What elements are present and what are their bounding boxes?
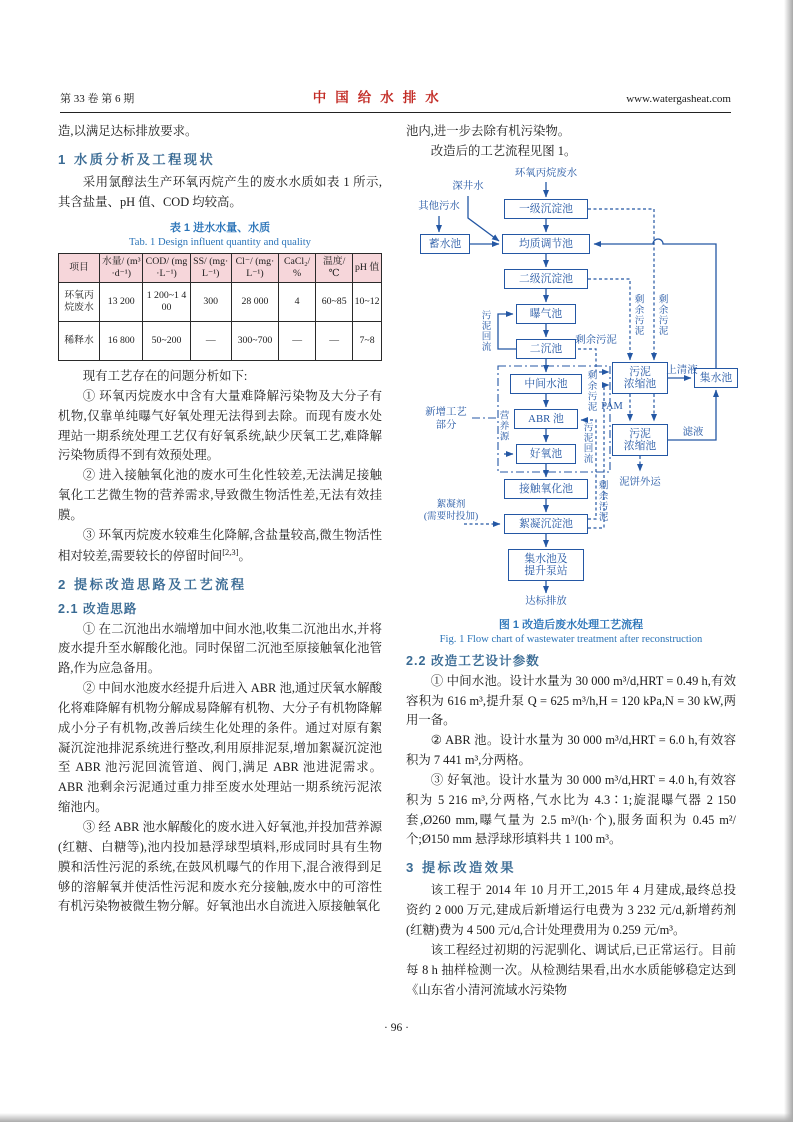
table-cell: 稀释水 (59, 322, 100, 361)
paragraph: 池内,进一步去除有机污染物。 (406, 124, 571, 138)
table-cell: 50~200 (143, 322, 190, 361)
flowchart-node-secondary-sedimentation (504, 269, 588, 289)
flowchart-node-contact-oxidation (504, 479, 588, 499)
node-label: 曝气池 (529, 307, 563, 320)
paragraph: ② 进入接触氧化池的废水可生化性较差,无法满足接触氧化工艺微生物的营养需求,导致微生物活性差,无法有效挂膜。 (58, 468, 382, 522)
paragraph: 该工程于 2014 年 10 月开工,2015 年 4 月建成,最终总投资约 2 000 万元,建成后新增运行电费为 3 232 元/d,新增药剂(红糖)费为 4 500 元/d,合计处理费用为 0.259 元/m³。 (406, 883, 736, 937)
table-header-cell: 项目 (59, 253, 100, 282)
paragraph: 改造后的工艺流程见图 1。 (430, 143, 577, 158)
label-line: 新增工艺 (425, 406, 467, 418)
node-label: ABR 池 (528, 412, 564, 425)
flowchart-label-filtrate: 滤液 (682, 426, 704, 438)
flowchart-label-excess-sludge-new-lower: 剩余污泥 (596, 479, 608, 523)
label-line: 部分 (435, 419, 457, 431)
process-flowchart (406, 166, 736, 610)
page-edge-shadow-bottom (0, 1113, 793, 1122)
flowchart-label-deep-well: 深井水 (452, 180, 484, 192)
flowchart-node-intermediate-tank (510, 374, 582, 394)
flowchart-node-abr-tank (514, 409, 578, 429)
table-header-cell: SS/ (mg·L⁻¹) (190, 253, 231, 282)
table-row (59, 283, 382, 322)
table-header-cell: 水量/ (m³·d⁻¹) (100, 253, 143, 282)
flowchart-node-equalization-tank (502, 234, 590, 254)
table-cell: 300 (190, 283, 231, 322)
node-label: 中间水池 (524, 377, 568, 390)
node-label: 一级沉淀池 (519, 202, 573, 215)
node-label: 二沉池 (529, 342, 563, 355)
table-cell: 300~700 (231, 322, 278, 361)
node-label: 絮凝沉淀池 (519, 517, 573, 530)
paragraph: ① 在二沉池出水端增加中间水池,收集二沉池出水,并将废水提升至水解酸化池。同时保留二沉池至原接触氧化池管路,作为应急备用。 (58, 621, 382, 676)
journal-website: www.watergasheat.com (626, 93, 731, 105)
section-2-1-heading: 2.1 改造思路 (58, 601, 138, 616)
flowchart-label-new-process (425, 406, 467, 432)
issue-info: 第 33 卷 第 6 期 (60, 93, 135, 105)
page-edge-shadow-right (784, 0, 793, 1122)
node-label: 接触氧化池 (519, 482, 573, 495)
flowchart-label-sludge-cake: 泥饼外运 (619, 476, 661, 488)
flowchart-label-excess-sludge-new-upper: 剩余污泥 (585, 369, 597, 413)
flowchart-label-sludge-return-aeration: 污泥回流 (479, 309, 491, 353)
flowchart-node-secondary-clarifier (516, 339, 576, 359)
left-column (58, 122, 382, 1000)
table-row (59, 322, 382, 361)
flowchart-node-sludge-thickener-2 (612, 424, 668, 456)
flowchart-label-other-sewage: 其他污水 (418, 200, 460, 212)
flowchart-node-collecting-pump-station (508, 549, 584, 581)
table-header-cell: Cl⁻/ (mg·L⁻¹) (231, 253, 278, 282)
section-2-heading: 2 提标改造思路及工艺流程 (58, 576, 247, 592)
flowchart-node-collecting-tank (694, 368, 738, 388)
table-cell: — (316, 322, 353, 361)
paragraph-text: 。 (238, 548, 251, 563)
table-caption-zh: 表 1 进水水量、水质 (169, 221, 271, 234)
node-label: 浓缩池 (623, 377, 657, 390)
section-3-heading: 3 提标改造效果 (406, 860, 517, 876)
node-label: 污泥 (629, 427, 651, 440)
flowchart-label-sludge-return-abr: 污泥回流 (581, 421, 593, 465)
section-2-2-heading: 2.2 改造工艺设计参数 (406, 653, 540, 668)
label-line: 絮凝剂 (436, 498, 466, 510)
table-cell: 60~85 (316, 283, 353, 322)
node-label: 蓄水池 (428, 237, 462, 250)
table-cell: 1 200~1 400 (143, 283, 190, 322)
paragraph-text: ③ 环氧丙烷废水较难生化降解,含盐量较高,微生物活性相对较差,需要较长的停留时间 (58, 527, 382, 563)
figure-caption-zh: 图 1 改造后废水处理工艺流程 (498, 618, 644, 631)
node-label: 浓缩池 (623, 439, 657, 452)
paragraph: ③ 经 ABR 池水解酸化的废水进入好氧池,并投加营养源(红糖、白糖等),池内投加悬浮球型填料,形成同时具有生物膜和活性污泥的系统,在鼓风机曝气的作用下,混合液得到足够的溶解氧并使活性污泥和废水充分接触,废水中的可溶性有机污染物被微生物分解。好氧池出水自流进入原接触氧化 (58, 820, 382, 914)
node-label: 提升泵站 (524, 564, 568, 577)
table-cell: 10~12 (353, 283, 382, 322)
flowchart-label-pam: PAM (601, 400, 623, 412)
node-label: 污泥 (629, 365, 651, 378)
table-cell: 4 (279, 283, 316, 322)
table-header-row (59, 253, 382, 282)
flowchart-node-flocculation-sedimentation (504, 514, 588, 534)
label-line: (需要时投加) (423, 510, 479, 522)
table-header-cell: pH 值 (353, 253, 382, 282)
flowchart-node-aerobic-tank (516, 444, 576, 464)
table-header-cell: CaCl₂/ % (279, 253, 316, 282)
reference-superscript: [2,3] (222, 546, 239, 557)
paragraph: ① 环氧丙烷废水中含有大量难降解污染物及大分子有机物,仅靠单纯曝气好氧处理无法得到去除。而现有废水处理站一期系统处理工艺仅有好氧系统,缺少厌氧工艺,难降解污染物质得不到有效预处理。 (58, 388, 382, 463)
node-label: 好氧池 (529, 447, 563, 460)
right-column (406, 122, 736, 1000)
paragraph: ③ 好氧池。设计水量为 30 000 m³/d,HRT = 4.0 h,有效容积为 5 216 m³,分两格,气水比为 4.3∶1;旋混曝气器 2 150 套,Ø260 mm,曝气量为 2.5 m³/(h·个),服务面积为 0.45 m²/个;Ø150 mm 悬浮球形填料共 1 100 m³。 (406, 772, 736, 847)
node-label: 集水池及 (524, 552, 568, 565)
node-label: 集水池 (699, 371, 733, 384)
paragraph: 该工程经过初期的污泥驯化、调试后,已正常运行。目前每 8 h 抽样检测一次。从检测结果看,出水水质能够稳定达到《山东省小清河流域水污染物 (406, 942, 736, 997)
paragraph: ① 中间水池。设计水量为 30 000 m³/d,HRT = 0.49 h,有效容积为 616 m³,提升泵 Q = 625 m³/h,H = 120 kPa,N = 30 kW,两用一备。 (406, 673, 736, 728)
table-cell: — (279, 322, 316, 361)
flowchart-label-nutrient: 营养源 (497, 409, 509, 442)
flowchart-node-storage-tank (420, 234, 470, 254)
flowchart-node-aeration-tank (516, 304, 576, 324)
table-cell: 13 200 (100, 283, 143, 322)
flowchart-label-flocculant (424, 499, 478, 523)
paragraph: 采用氯醇法生产环氧丙烷产生的废水水质如表 1 所示,其含盐量、pH 值、COD 均较高。 (58, 174, 382, 209)
paragraph: ② 中间水池废水经提升后进入 ABR 池,通过厌氧水解酸化将难降解有机物分解成易降解有机物、大分子有机物降解成小分子有机物,改善后续生化处理的条件。通过对原有絮凝沉淀池排泥系统进行整改,利用原排泥泵,增加絮凝沉淀池至 ABR 池污泥回流管道、阀门,满足 ABR 池进泥需求。ABR 池剩余污泥通过重力排至废水处理站一期系统污泥浓缩池内。 (58, 681, 382, 815)
table-cell: 28 000 (231, 283, 278, 322)
node-label: 二级沉淀池 (519, 272, 573, 285)
influent-quality-table (58, 253, 382, 361)
page-header (60, 86, 731, 106)
table-cell: 16 800 (100, 322, 143, 361)
flowchart-label-discharge: 达标排放 (525, 595, 567, 607)
flowchart-label-excess-sludge-primary: 剩余污泥 (656, 293, 668, 337)
table-cell: — (190, 322, 231, 361)
flowchart-label-excess-sludge-secondary: 剩余污泥 (632, 293, 644, 337)
flowchart-label-supernatant: 上清液 (666, 364, 698, 376)
flowchart-label-excess-sludge-clarifier: 剩余污泥 (575, 334, 617, 346)
journal-title: 中国给水排水 (312, 90, 448, 105)
header-rule (60, 112, 731, 113)
paragraph: 造,以满足达标排放要求。 (58, 124, 198, 138)
table-header-cell: 温度/ ℃ (316, 253, 353, 282)
table-header-cell: COD/ (mg·L⁻¹) (143, 253, 190, 282)
table-cell: 环氧丙烷废水 (59, 283, 100, 322)
table-caption-en: Tab. 1 Design influent quantity and quality (129, 236, 311, 248)
figure-caption-en: Fig. 1 Flow chart of wastewater treatment after reconstruction (439, 633, 703, 645)
section-1-heading: 1 水质分析及工程现状 (58, 151, 216, 167)
table-cell: 7~8 (353, 322, 382, 361)
flowchart-node-sludge-thickener-1 (612, 362, 668, 394)
page-number: · 96 · (384, 1022, 409, 1034)
flowchart-label-feed: 环氧丙烷废水 (514, 167, 578, 179)
paragraph: 现有工艺存在的问题分析如下: (82, 369, 248, 383)
flowchart-node-primary-sedimentation (504, 199, 588, 219)
paragraph: ② ABR 池。设计水量为 30 000 m³/d,HRT = 6.0 h,有效容积为 7 441 m³,分两格。 (406, 733, 736, 768)
node-label: 均质调节池 (519, 237, 573, 250)
paragraph (58, 526, 382, 567)
